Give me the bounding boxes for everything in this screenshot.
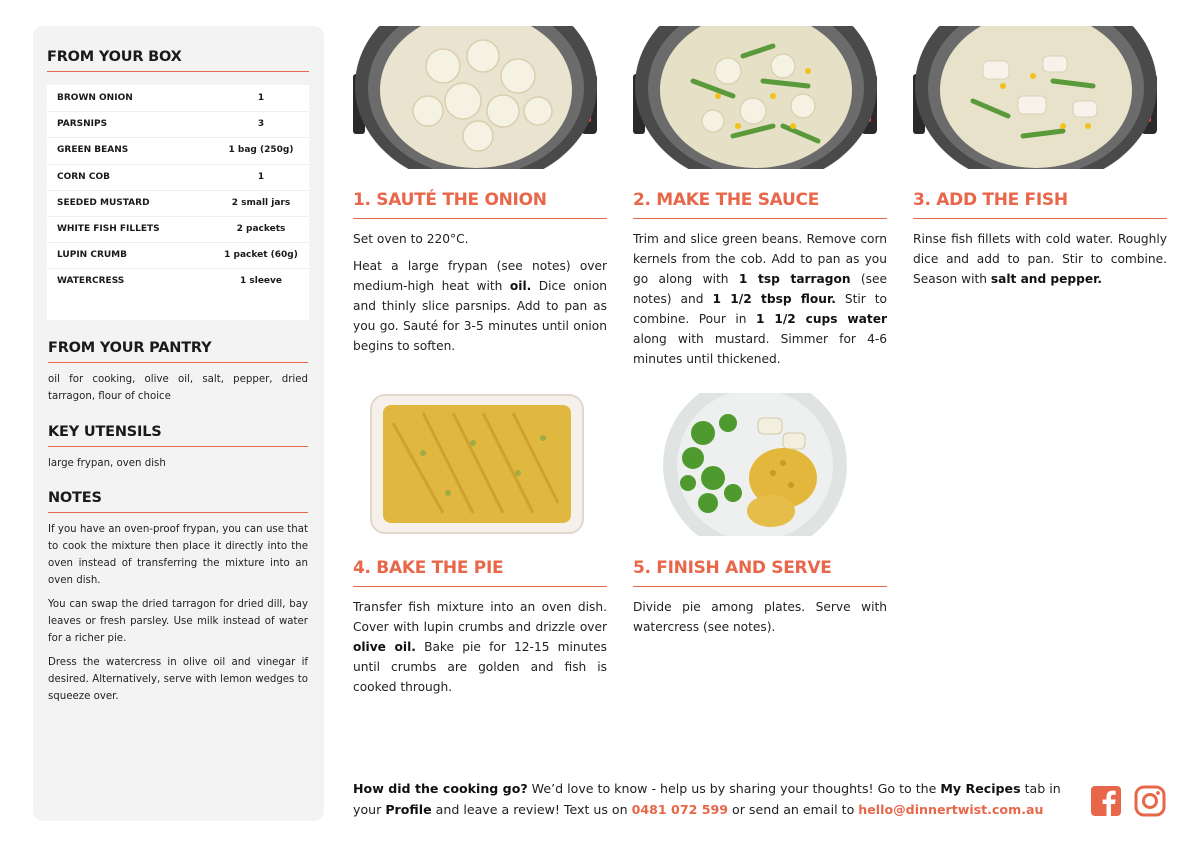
ingredient-quantity: 1 bag (250g) [228, 145, 294, 156]
ingredient-quantity: 2 small jars [231, 197, 291, 208]
instruction-paragraph [913, 229, 1167, 289]
instruction-paragraph [633, 229, 887, 369]
ingredient-quantity: 1 sleeve [239, 276, 283, 287]
instruction-text: Heat a large frypan (see notes) over medium-high heat with [353, 259, 607, 293]
from-your-pantry-section [48, 340, 308, 405]
phone-number-link[interactable]: 0481 072 599 [631, 802, 729, 817]
utensils-list: large frypan, oven dish [48, 458, 166, 469]
instruction-paragraph [353, 597, 607, 697]
step-2-photo [633, 26, 879, 169]
ingredient-name: PARSNIPS [57, 119, 108, 130]
ingredient-quantity: 1 packet (60g) [224, 250, 298, 261]
ingredient-row [47, 268, 309, 294]
instruction-text: (see notes) and [633, 272, 887, 306]
footer-emphasis: How did the cooking go? [353, 781, 528, 796]
ingredient-name: GREEN BEANS [57, 145, 129, 156]
email-link[interactable]: hello@dinnertwist.com.au [858, 802, 1044, 817]
ingredient-name: WATERCRESS [57, 276, 125, 287]
ingredient-row [47, 242, 309, 268]
ingredient-quantity: 2 packets [236, 224, 286, 234]
ingredient-emphasis: oil. [509, 279, 532, 293]
instruction-text: along with mustard. Simmer for 4-6 minutes until thickened. [633, 332, 887, 366]
pan-fish-image [913, 26, 1159, 169]
ingredient-name: WHITE FISH FILLETS [57, 224, 160, 234]
pan-beans-corn-image [633, 26, 879, 169]
pantry-list: oil for cooking, olive oil, salt, pepper, dried tarragon, flour of choice [48, 374, 308, 402]
ingredient-quantity: 1 [257, 171, 265, 182]
footer-emphasis: My Recipes [940, 781, 1021, 796]
instruction-paragraph [633, 597, 887, 637]
step-2-title: 2. MAKE THE SAUCE [633, 190, 820, 210]
instruction-paragraph [353, 229, 607, 249]
step-4-photo [353, 393, 599, 536]
from-your-box-heading: FROM YOUR BOX [47, 49, 182, 65]
ingredients-table [47, 85, 309, 320]
instagram-icon [1134, 785, 1166, 817]
note-paragraph: You can swap the dried tarragon for dried dill, bay leaves or fresh parsley. Use milk instead of water for a richer pie. [48, 599, 308, 644]
ingredient-emphasis: salt and pepper. [990, 272, 1103, 286]
sidebar [33, 26, 324, 821]
ingredient-emphasis: 1 1/2 tbsp flour. [712, 292, 836, 306]
footer-text: We’d love to know - help us by sharing your thoughts! Go to the [527, 781, 941, 796]
facebook-icon [1090, 785, 1122, 817]
key-utensils-heading: KEY UTENSILS [48, 424, 162, 440]
step-divider [353, 586, 607, 587]
step-2-instructions [633, 229, 887, 369]
step-1-photo [353, 26, 599, 169]
note-paragraph: If you have an oven-proof frypan, you can use that to cook the mixture then place it directly into the oven instead of transferring the mixture into an oven dish. [48, 524, 308, 586]
heading-divider [47, 71, 309, 72]
step-5-instructions [633, 597, 887, 637]
footer-text: tab in your [353, 781, 1061, 817]
instruction-text: Bake pie for 12-15 minutes until crumbs are golden and fish is cooked through. [353, 640, 607, 694]
step-3-instructions [913, 229, 1167, 289]
ingredient-name: BROWN ONION [57, 93, 133, 103]
heading-divider [48, 512, 308, 513]
step-5-photo [633, 393, 879, 536]
feedback-footer [353, 778, 1083, 820]
step-5-title: 5. FINISH AND SERVE [633, 558, 832, 578]
step-1-title: 1. SAUTÉ THE ONION [353, 190, 547, 210]
notes-heading: NOTES [48, 490, 102, 506]
footer-text: or send an email to [728, 802, 859, 817]
ingredient-row [47, 164, 309, 190]
ingredient-emphasis: olive oil. [353, 640, 416, 654]
instruction-paragraph [353, 256, 607, 356]
ingredient-row [47, 137, 309, 163]
ingredient-name: LUPIN CRUMB [57, 250, 127, 261]
notes-text [48, 521, 308, 705]
instruction-text: Trim and slice green beans. Remove corn kernels from the cob. Add to pan as you go along with [633, 232, 887, 286]
step-3-title: 3. ADD THE FISH [913, 190, 1068, 210]
step-1-instructions [353, 229, 607, 356]
ingredient-emphasis: 1 1/2 cups water [756, 312, 887, 326]
instruction-text: Rinse fish fillets with cold water. Roughly dice and add to pan. Stir to combine. Season with [913, 232, 1167, 286]
key-utensils-section [48, 424, 308, 472]
from-your-box-section [47, 49, 309, 72]
step-4-instructions [353, 597, 607, 697]
facebook-link[interactable] [1090, 785, 1122, 817]
heading-divider [48, 362, 308, 363]
instruction-text: Divide pie among plates. Serve with watercress (see notes). [633, 600, 887, 634]
instruction-text: Stir to combine. Pour in [633, 292, 887, 326]
step-4-title: 4. BAKE THE PIE [353, 558, 504, 578]
heading-divider [48, 446, 308, 447]
footer-emphasis: Profile [385, 802, 432, 817]
step-divider [633, 218, 887, 219]
pan-onion-parsnip-image [353, 26, 599, 169]
step-divider [913, 218, 1167, 219]
ingredient-name: CORN COB [57, 171, 110, 182]
step-3-photo [913, 26, 1159, 169]
instruction-text: Dice onion and thinly slice parsnips. Add to pan as you go. Sauté for 3-5 minutes until onion begins to soften. [353, 279, 607, 353]
notes-section [48, 490, 308, 705]
ingredient-row [47, 85, 309, 111]
note-paragraph: Dress the watercress in olive oil and vinegar if desired. Alternatively, serve with lemon wedges to squeeze over. [48, 657, 308, 702]
from-your-pantry-heading: FROM YOUR PANTRY [48, 340, 212, 356]
pie-dish-image [353, 393, 599, 536]
plated-pie-image [633, 393, 879, 536]
ingredient-emphasis: 1 tsp tarragon [738, 272, 851, 286]
instruction-text: Set oven to 220°C. [353, 232, 469, 246]
instruction-text: Transfer fish mixture into an oven dish. Cover with lupin crumbs and drizzle over [353, 600, 607, 634]
step-divider [353, 218, 607, 219]
ingredient-quantity: 3 [257, 119, 265, 130]
ingredient-row [47, 190, 309, 216]
ingredient-quantity: 1 [257, 93, 265, 103]
instagram-link[interactable] [1134, 785, 1166, 817]
ingredient-row [47, 111, 309, 137]
ingredient-name: SEEDED MUSTARD [57, 197, 150, 208]
ingredient-row [47, 216, 309, 242]
step-divider [633, 586, 887, 587]
footer-text: and leave a review! Text us on [431, 802, 632, 817]
